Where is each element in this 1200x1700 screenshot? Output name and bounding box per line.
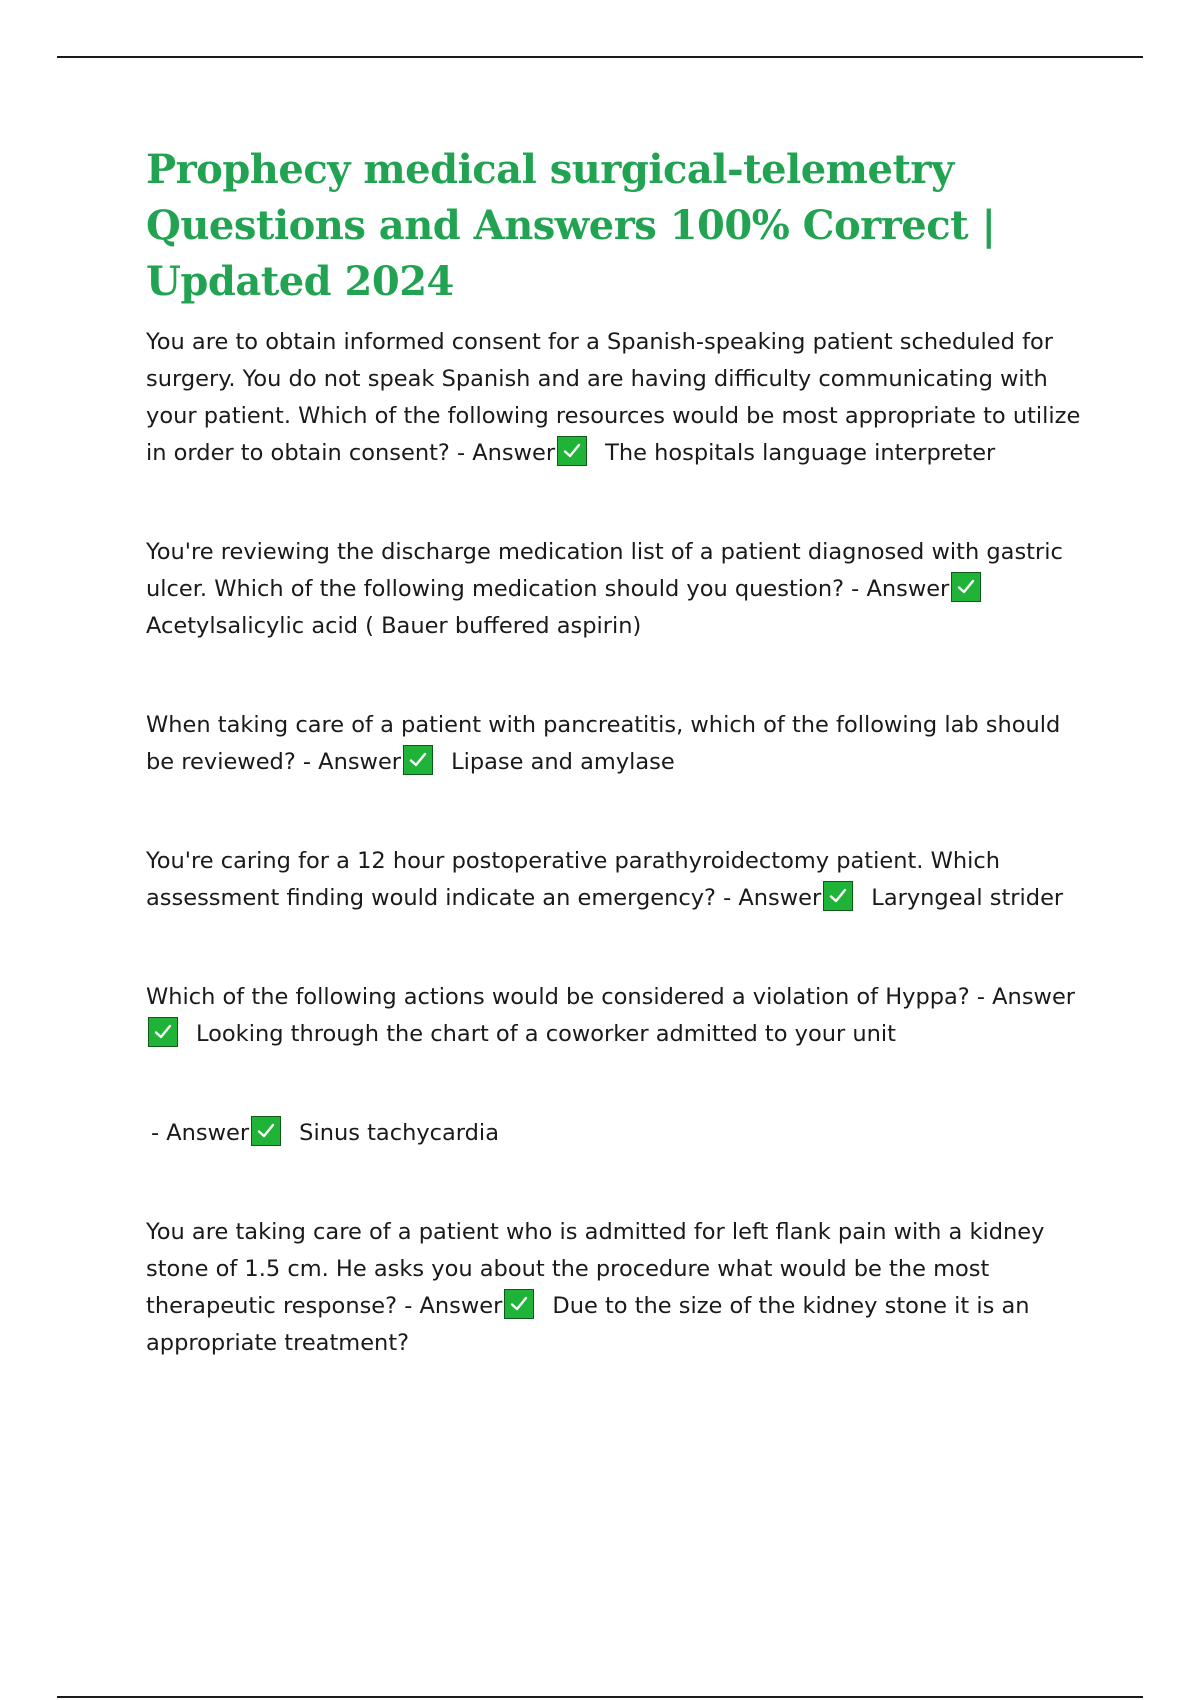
answer-text: Acetylsalicylic acid ( Bauer buffered aspirin) <box>146 613 642 639</box>
qa-item-1 <box>146 324 1086 472</box>
qa-item-2 <box>146 534 1086 645</box>
qa-item-4 <box>146 843 1086 917</box>
qa-item-7 <box>146 1214 1086 1362</box>
answer-text: Due to the size of the kidney stone it is an appropriate treatment? <box>146 1293 1030 1356</box>
answer-text: Laryngeal strider <box>871 885 1064 911</box>
check-mark-icon <box>823 881 853 911</box>
top-rule <box>57 56 1143 58</box>
answer-text: Lipase and amylase <box>451 749 675 775</box>
answer-text: Looking through the chart of a coworker admitted to your unit <box>196 1021 896 1047</box>
question-text: You're caring for a 12 hour postoperative parathyroidectomy patient. Which assessment finding would indicate an emergency? - Answer <box>146 848 1000 911</box>
question-text: Which of the following actions would be considered a violation of Hyppa? - Answer <box>146 984 1076 1010</box>
document-body <box>146 142 1086 1362</box>
question-text: - Answer <box>151 1120 250 1146</box>
document-title: Prophecy medical surgical-telemetry Questions and Answers 100% Correct | Updated 2024 <box>146 146 996 305</box>
question-text: You're reviewing the discharge medication list of a patient diagnosed with gastric ulcer. Which of the following medication should you question? - Answer <box>146 539 1063 602</box>
answer-text: Sinus tachycardia <box>299 1120 499 1146</box>
qa-item-5 <box>146 979 1086 1053</box>
question-text: When taking care of a patient with pancreatitis, which of the following lab should be reviewed? - Answer <box>146 712 1061 775</box>
question-text: You are to obtain informed consent for a Spanish-speaking patient scheduled for surgery. You do not speak Spanish and are having difficulty communicating with your patient. Which of the following resources would be most appropriate to utilize in order to obtain consent? - Answer <box>146 329 1081 466</box>
check-mark-icon <box>403 745 433 775</box>
check-mark-icon <box>557 436 587 466</box>
answer-text: The hospitals language interpreter <box>605 440 996 466</box>
qa-item-3 <box>146 707 1086 781</box>
check-mark-icon <box>148 1017 178 1047</box>
bottom-rule <box>57 1696 1143 1698</box>
check-mark-icon <box>251 1116 281 1146</box>
qa-item-6 <box>146 1115 1086 1152</box>
check-mark-icon <box>504 1289 534 1319</box>
check-mark-icon <box>951 572 981 602</box>
question-text: You are taking care of a patient who is admitted for left flank pain with a kidney stone of 1.5 cm. He asks you about the procedure what would be the most therapeutic response? - Answer <box>146 1219 1045 1319</box>
